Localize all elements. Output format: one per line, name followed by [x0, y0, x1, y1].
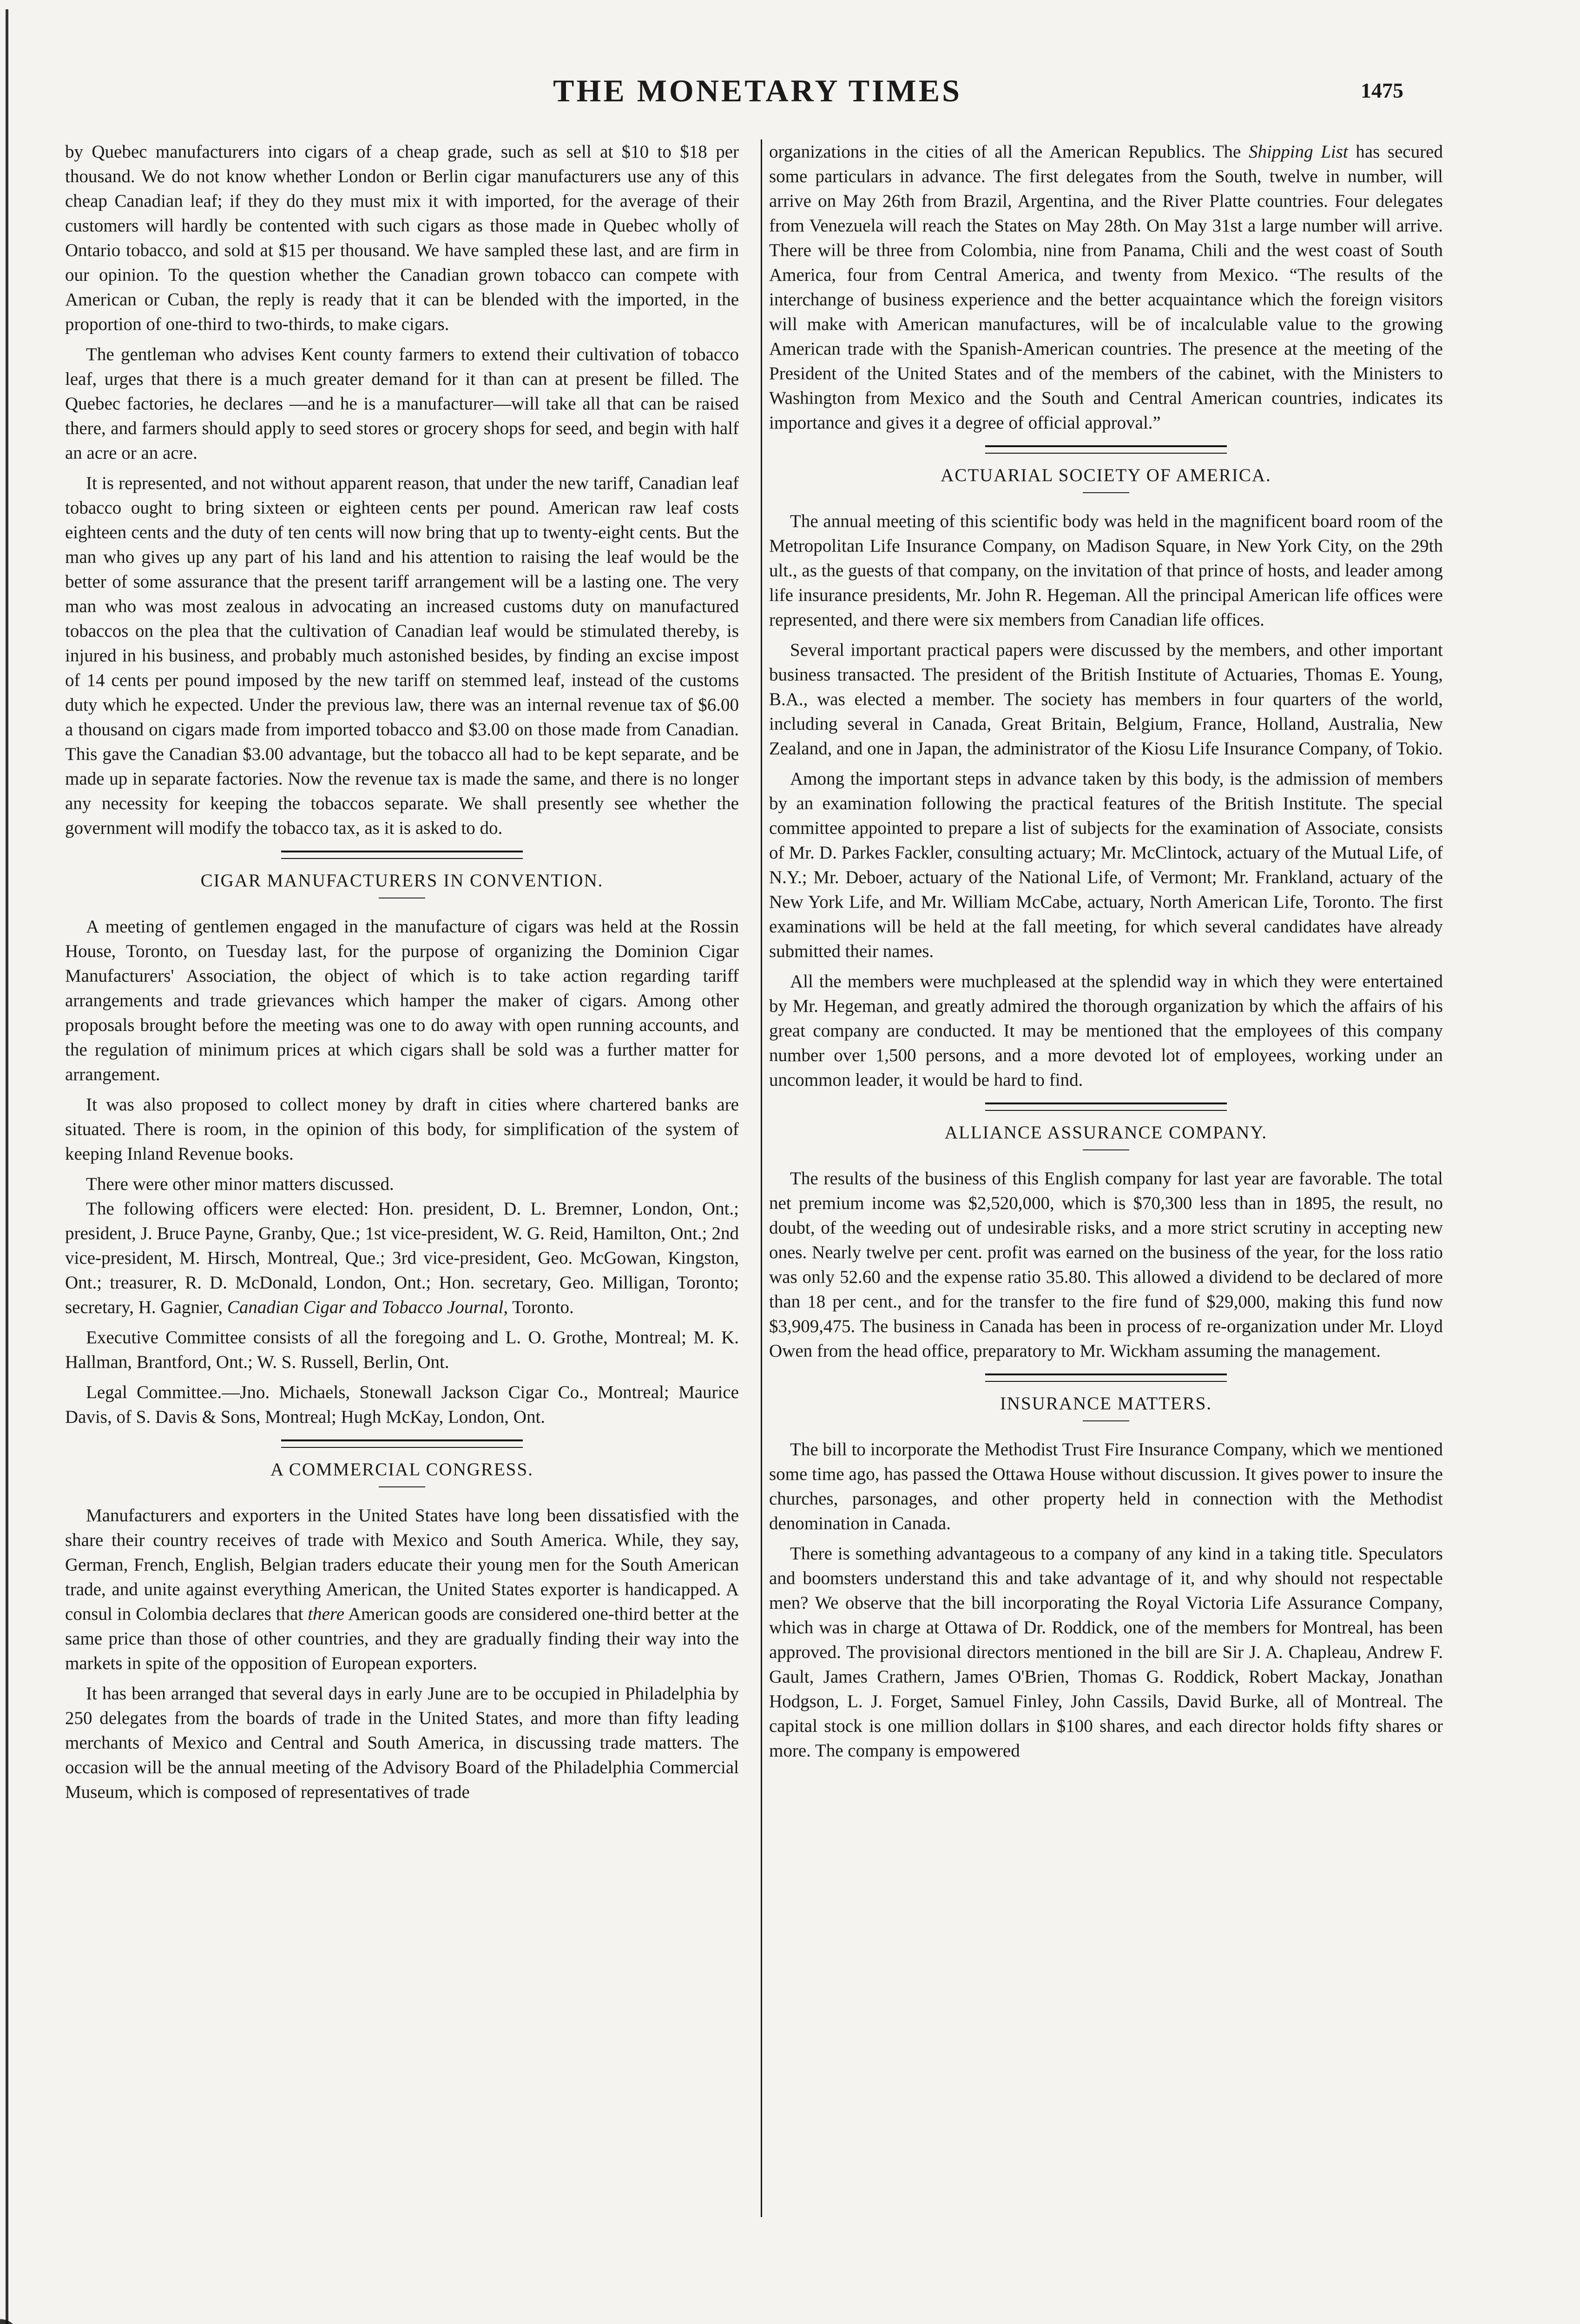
section-separator — [985, 1103, 1227, 1111]
left-column — [65, 139, 739, 2212]
journal-name: Canadian Cigar and Tobacco Journal — [227, 1297, 504, 1317]
officers-end: , Toronto. — [503, 1297, 574, 1317]
article-paragraph: It is represented, and not without apparent reason, that under the new tariff, Canadian leaf tobacco ought to bring sixteen or eighteen cents per pound. American raw leaf costs eighteen cents and the duty of ten cents will now bring that up to twenty-eight cents. But the man who gives up any part of his land and his attention to raising the leaf would be the better of some assurance that the present tariff arrangement will be a lasting one. The very man who was most zealous in advocating an increased customs duty on manufactured tobaccos on the plea that the cultivation of Canadian leaf would be stimulated thereby, is injured in his business, and probably much astonished besides, by finding an excise impost of 14 cents per pound imposed by the new tariff on stemmed leaf, instead of the customs duty which he expected. Under the previous law, there was an internal revenue tax of $6.00 a thousand on cigars made from imported tobacco and $3.00 on those made from Canadian. This gave the Canadian $3.00 advantage, but the tobacco all had to be kept separate, and be made up in separate factories. Now the revenue tax is made the same, and there is no longer any necessity for keeping the tobaccos separate. We shall presently see whether the government will modify the tobacco tax, as it is asked to do. — [65, 473, 739, 838]
right-column — [769, 139, 1443, 2212]
commercial-paragraph-start: Manufacturers and exporters in the United States have long been dissatisfied with the share their country receives of trade with Mexico and South America. While, they say, German, French, English, Belgian traders educate their young men for the South American trade, and unite against everything American, the United States exporter is handicapped. A consul in Colombia declares that — [65, 1505, 739, 1624]
section-separator — [281, 851, 523, 859]
masthead: THE MONETARY TIMES — [553, 73, 962, 108]
article-paragraph: Several important practical papers were discussed by the members, and other important business transacted. The president of the British Institute of Actuaries, Thomas E. Young, B.A., was elected a member. The society has members in four quarters of the world, including several in Canada, Great Britain, Belgium, France, Holland, Australia, New Zealand, and one in Japan, the administrator of the Kiosu Life Insurance Company, of Tokio. — [769, 640, 1443, 759]
section-separator — [281, 1439, 523, 1448]
officers-text: The following officers were elected: Hon. president, D. L. Bremner, London, Ont.; president, J. Bruce Payne, Granby, Que.; 1st vice-president, W. G. Reid, Hamilton, Ont.; 2nd vice-president, M. Hirsch, Montreal, Que.; 3rd vice-president, Geo. McGowan, Kingston, Ont.; treasurer, R. D. McDonald, London, Ont.; Hon. secretary, Geo. Milligan, Toronto; secretary, H. Gagnier, — [65, 1199, 739, 1317]
article-paragraph: All the members were muchpleased at the splendid way in which they were entertained by Mr. Hegeman, and greatly admired the thorough organization by which the affairs of his great company are conducted. It may be mentioned that the employees of this company number over 1,500 persons, and a more devoted lot of employees, working under an uncommon leader, it would be hard to find. — [769, 971, 1443, 1090]
article-paragraph: The annual meeting of this scientific body was held in the magnificent board room of the Metropolitan Life Insurance Company, on Madison Square, in New York City, on the 29th ult., as the guests of that company, on the invitation of that prince of hosts, and leader among life insurance presidents, Mr. John R. Hegeman. All the principal American life offices were represented, and there were six members from Canadian life offices. — [769, 511, 1443, 630]
commercial-continuation-start: organizations in the cities of all the American Republics. The — [769, 142, 1241, 162]
article-paragraph: There were other minor matters discussed. — [86, 1174, 394, 1194]
page-header — [0, 70, 1580, 112]
left-binding-edge — [6, 9, 8, 2324]
section-title-cigar-manufacturers: CIGAR MANUFACTURERS IN CONVENTION. — [65, 868, 739, 898]
column-divider — [761, 139, 762, 2217]
article-paragraph: The bill to incorporate the Methodist Trust Fire Insurance Company, which we mentioned some time ago, has passed the Ottawa House without discussion. It gives power to insure the churches, parsonages, and other property held in connection with the Methodist denomination in Canada. — [769, 1439, 1443, 1533]
article-paragraph: Among the important steps in advance taken by this body, is the admission of members by an examination following the practical features of the British Institute. The special committee appointed to prepare a list of subjects for the examination of Associate, consists of Mr. D. Parkes Fackler, consulting actuary; Mr. McClintock, actuary of the Mutual Life, of N.Y.; Mr. Deboer, actuary of the National Life, of Vermont; Mr. Frankland, actuary of the New York Life, and Mr. William McCabe, actuary, North American Life, Toronto. The first examinations will be held at the fall meeting, for which several candidates have already submitted their names. — [769, 769, 1443, 961]
section-title-commercial-congress: A COMMERCIAL CONGRESS. — [65, 1457, 739, 1487]
article-paragraph: There is something advantageous to a company of any kind in a taking title. Speculators and boomsters understand this and take advantage of it, and why should not respectable men? We observe that the bill incorporating the Royal Victoria Life Assurance Company, which was in charge at Ottawa of Dr. Roddick, one of the members for Montreal, has been approved. The provisional directors mentioned in the bill are Sir J. A. Chapleau, Andrew F. Gault, James Crathern, James O'Brien, Thomas G. Roddick, Robert Mackay, Jonathan Hodgson, L. J. Forget, Samuel Finley, John Cassils, David Burke, all of Montreal. The capital stock is one million dollars in $100 shares, and each director holds fifty shares or more. The company is empowered — [769, 1544, 1443, 1761]
commercial-continuation-end: has secured some particulars in advance. The first delegates from the South, twelve in number, will arrive on May 26th from Brazil, Argentina, and the River Platte countries. Four delegates from Venezuela will reach the States on May 28th. On May 31st a large number will arrive. There will be three from Colombia, nine from Panama, Chili and the west coast of South America, four from Central America, and twenty from Mexico. “The results of the interchange of business experience and the better acquaintance which the foreign visitors will make with American manufactures, will be of incalculable value to the growing American trade with the Spanish-American countries. The presence at the meeting of the President of the United States and of the members of the cabinet, with the Ministers to Washington from Mexico and the South and Central American countries, indicates its importance and gives it a degree of official approval.” — [769, 142, 1443, 433]
publication-name: Shipping List — [1248, 142, 1348, 162]
section-title-alliance-assurance: ALLIANCE ASSURANCE COMPANY. — [769, 1120, 1443, 1150]
officers-paragraph — [65, 1196, 739, 1320]
section-title-insurance-matters: INSURANCE MATTERS. — [769, 1391, 1443, 1421]
section-separator — [985, 1373, 1227, 1382]
article-paragraph: The results of the business of this English company for last year are favorable. The total net premium income was $2,520,000, which is $70,300 less than in 1895, the result, no doubt, of the weeding out of undesirable risks, and a more strict scrutiny in accepting new ones. Nearly twelve per cent. profit was earned on the business of the year, for the loss ratio was only 52.60 and the expense ratio 35.80. This allowed a dividend to be declared of more than 18 per cent., and for the transfer to the fire fund of $29,000, making this fund now $3,909,475. The business in Canada has been in process of re-organization under Mr. Lloyd Owen from the head office, preparatory to Mr. Wickham assuming the management. — [769, 1169, 1443, 1361]
article-paragraph: Legal Committee.—Jno. Michaels, Stonewall Jackson Cigar Co., Montreal; Maurice Davis, of S. Davis & Sons, Montreal; Hugh McKay, London, Ont. — [65, 1382, 739, 1427]
article-paragraph: It has been arranged that several days in early June are to be occupied in Philadelphia by 250 delegates from the boards of trade in the United States, and more than fifty leading merchants of Mexico and Central and South America, in discussing trade matters. The occasion will be the annual meeting of the Advisory Board of the Philadelphia Commercial Museum, which is composed of representatives of trade — [65, 1684, 739, 1802]
page-number: 1475 — [1361, 79, 1403, 102]
emphasis-word: there — [308, 1604, 344, 1624]
section-title-actuarial-society: ACTUARIAL SOCIETY OF AMERICA. — [769, 463, 1443, 493]
article-paragraph: by Quebec manufacturers into cigars of a cheap grade, such as sell at $10 to $18 per thousand. We do not know whether London or Berlin cigar manufacturers use any of this cheap Canadian leaf; if they do they must mix it with imported, for the average of their customers will hardly be contented with such cigars as those made in Quebec wholly of Ontario tobacco, and sold at $15 per thousand. We have sampled these last, and are firm in our opinion. To the question whether the Canadian grown tobacco can compete with American or Cuban, the reply is ready that it can be blended with the imported, in the proportion of one-third to two-thirds, to make cigars. — [65, 142, 739, 334]
article-paragraph — [769, 139, 1443, 435]
commercial-paragraph-end: American goods are considered one-third better at the same price than those of other countries, and they are gradually finding their way into the markets in spite of the opposition of European exporters. — [65, 1604, 739, 1673]
section-separator — [985, 445, 1227, 454]
article-paragraph: Executive Committee consists of all the foregoing and L. O. Grothe, Montreal; M. K. Hallman, Brantford, Ont.; W. S. Russell, Berlin, Ont. — [65, 1327, 739, 1372]
article-paragraph — [65, 1503, 739, 1676]
scan-corner-mark — [0, 2283, 56, 2324]
article-paragraph: The gentleman who advises Kent county farmers to extend their cultivation of tobacco leaf, urges that there is a much greater demand for it than can at present be filled. The Quebec factories, he declares —and he is a manufacturer—will take all that can be raised there, and farmers should apply to seed stores or grocery shops for seed, and begin with half an acre or an acre. — [65, 344, 739, 463]
article-paragraph: It was also proposed to collect money by draft in cities where chartered banks are situated. There is room, in the opinion of this body, for simplification of the system of keeping Inland Revenue books. — [65, 1095, 739, 1164]
article-paragraph: A meeting of gentlemen engaged in the manufacture of cigars was held at the Rossin House, Toronto, on Tuesday last, for the purpose of organizing the Dominion Cigar Manufacturers' Association, the object of which is to take action regarding tariff arrangements and trade grievances which hamper the maker of cigars. Among other proposals brought before the meeting was one to do away with open running accounts, and the regulation of minimum prices at which cigars shall be sold was a further matter for arrangement. — [65, 917, 739, 1084]
